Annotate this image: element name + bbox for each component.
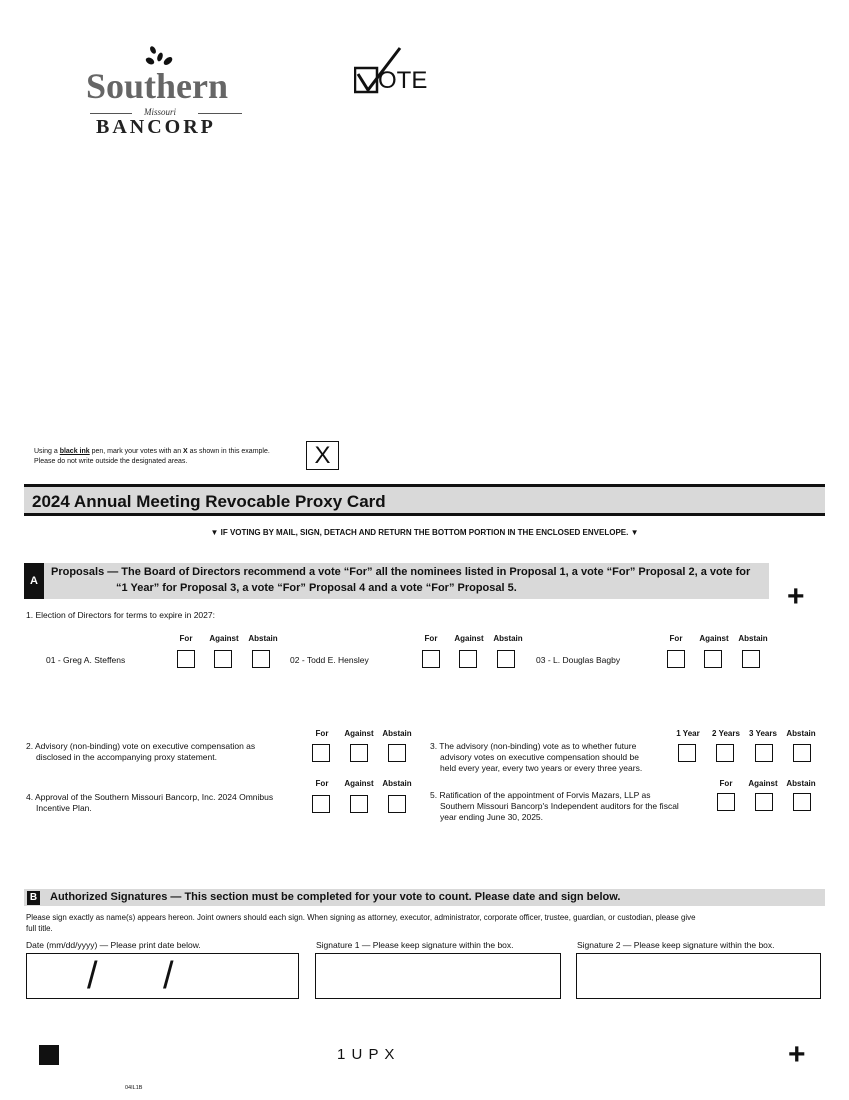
p4-for-header: For: [315, 779, 329, 788]
p5-abstain-header: Abstain: [786, 779, 816, 788]
proposal5-abstain-checkbox[interactable]: [793, 793, 811, 811]
p1-n1-abstain-header: Abstain: [248, 634, 278, 643]
footer-code: 1 U P X: [337, 1046, 396, 1063]
crosshair-bottom: +: [788, 1038, 806, 1071]
p1-n2-for-header: For: [424, 634, 438, 643]
nominee-2-against-checkbox[interactable]: [459, 650, 477, 668]
nominee-3-label: 03 - L. Douglas Bagby: [536, 655, 621, 665]
p1-n3-abstain-header: Abstain: [738, 634, 768, 643]
p3-3years-header: 3 Years: [749, 729, 777, 738]
proposal3-3years-checkbox[interactable]: [755, 744, 773, 762]
proposal5-text: 5. Ratification of the appointment of Forvis Mazars, LLP as Southern Missouri Bancorp's Independent auditors for the fiscal year ending June 30, 2025.: [430, 790, 679, 822]
logo-bancorp: BANCORP: [96, 116, 216, 138]
logo-name: Southern: [86, 66, 229, 106]
nominee-1-for-checkbox[interactable]: [177, 650, 195, 668]
proposal4-text: 4. Approval of the Southern Missouri Bancorp, Inc. 2024 Omnibus Incentive Plan.: [26, 792, 274, 813]
proposal2-text: 2. Advisory (non-binding) vote on executive compensation as disclosed in the accompanying proxy statement.: [26, 741, 256, 762]
p2-against-header: Against: [344, 729, 374, 738]
nominee-1-against-checkbox[interactable]: [214, 650, 232, 668]
mail-notice: ▼ IF VOTING BY MAIL, SIGN, DETACH AND RETURN THE BOTTOM PORTION IN THE ENCLOSED ENVELOPE. ▼: [210, 528, 639, 537]
card-title-bar: [24, 484, 825, 516]
footer-small-code: 04IL1B: [125, 1085, 143, 1091]
registration-square: [39, 1045, 59, 1065]
proposal4-abstain-checkbox[interactable]: [388, 795, 406, 813]
nominee-1-label: 01 - Greg A. Steffens: [46, 655, 126, 665]
p4-abstain-header: Abstain: [382, 779, 412, 788]
nominee-3-abstain-checkbox[interactable]: [742, 650, 760, 668]
card-title: 2024 Annual Meeting Revocable Proxy Card: [32, 492, 386, 511]
proposal2-abstain-checkbox[interactable]: [388, 744, 406, 762]
p2-for-header: For: [315, 729, 329, 738]
p1-n2-against-header: Against: [454, 634, 484, 643]
crosshair-top: +: [787, 580, 805, 613]
example-mark: X: [314, 442, 331, 469]
section-a-letter: A: [24, 563, 44, 599]
proposal4-against-checkbox[interactable]: [350, 795, 368, 813]
p5-against-header: Against: [748, 779, 778, 788]
signature2-box[interactable]: [576, 953, 821, 999]
signature-instructions: Please sign exactly as name(s) appears hereon. Joint owners should each sign. When signing as attorney, executor, administrator, corporate officer, trustee, guardian, or custodian, please give full title.: [26, 913, 696, 933]
p1-n3-for-header: For: [669, 634, 683, 643]
p3-2years-header: 2 Years: [712, 729, 740, 738]
p1-n3-against-header: Against: [699, 634, 729, 643]
nominee-2-for-checkbox[interactable]: [422, 650, 440, 668]
vote-logo-text: OTE: [378, 67, 428, 94]
nominee-2-abstain-checkbox[interactable]: [497, 650, 515, 668]
p4-against-header: Against: [344, 779, 374, 788]
proposal5-for-checkbox[interactable]: [717, 793, 735, 811]
section-a-line1: Proposals — The Board of Directors recommend a vote “For” all the nominees listed in Proposal 1, a vote “For” Proposal 2, a vote for: [51, 566, 751, 578]
p3-1year-header: 1 Year: [676, 729, 700, 738]
black-ink-text: black ink: [59, 448, 90, 455]
ink-instructions: Using a black ink pen, mark your votes with an X as shown in this example. Please do not write outside the designated areas.: [34, 448, 270, 465]
signature2-label: Signature 2 — Please keep signature within the box.: [577, 940, 775, 950]
signature1-box[interactable]: [315, 953, 561, 999]
proposal4-for-checkbox[interactable]: [312, 795, 330, 813]
date-separator-2: /: [163, 955, 174, 997]
p3-abstain-header: Abstain: [786, 729, 816, 738]
nominee-1-abstain-checkbox[interactable]: [252, 650, 270, 668]
p2-abstain-header: Abstain: [382, 729, 412, 738]
proposal3-text: 3. The advisory (non-binding) vote as to whether future advisory votes on executive compensation should be held every year, every two years or every three years.: [430, 741, 643, 773]
example-mark-box: [306, 441, 339, 470]
signature1-label: Signature 1 — Please keep signature within the box.: [316, 940, 514, 950]
p1-n1-against-header: Against: [209, 634, 239, 643]
proposal1-label: 1. Election of Directors for terms to expire in 2027:: [26, 610, 215, 620]
vote-logo: [354, 46, 444, 98]
section-a-line2: “1 Year” for Proposal 3, a vote “For” Proposal 4 and a vote “For” Proposal 5.: [116, 582, 517, 594]
date-label: Date (mm/dd/yyyy) — Please print date below.: [26, 940, 201, 950]
p5-for-header: For: [719, 779, 733, 788]
proposal3-1year-checkbox[interactable]: [678, 744, 696, 762]
logo-sub: Missouri: [144, 107, 177, 117]
proposal3-2years-checkbox[interactable]: [716, 744, 734, 762]
p1-n2-abstain-header: Abstain: [493, 634, 523, 643]
section-b-title: Authorized Signatures — This section must be completed for your vote to count. Please date and sign below.: [50, 891, 621, 903]
proposal2-against-checkbox[interactable]: [350, 744, 368, 762]
date-separator-1: /: [87, 955, 98, 997]
date-field[interactable]: [26, 953, 299, 999]
nominee-3-against-checkbox[interactable]: [704, 650, 722, 668]
p1-n1-for-header: For: [179, 634, 193, 643]
section-b-letter: B: [27, 891, 40, 905]
proposal5-against-checkbox[interactable]: [755, 793, 773, 811]
nominee-3-for-checkbox[interactable]: [667, 650, 685, 668]
proposal3-abstain-checkbox[interactable]: [793, 744, 811, 762]
proposal2-for-checkbox[interactable]: [312, 744, 330, 762]
nominee-2-label: 02 - Todd E. Hensley: [290, 655, 369, 665]
company-logo: [84, 44, 254, 144]
